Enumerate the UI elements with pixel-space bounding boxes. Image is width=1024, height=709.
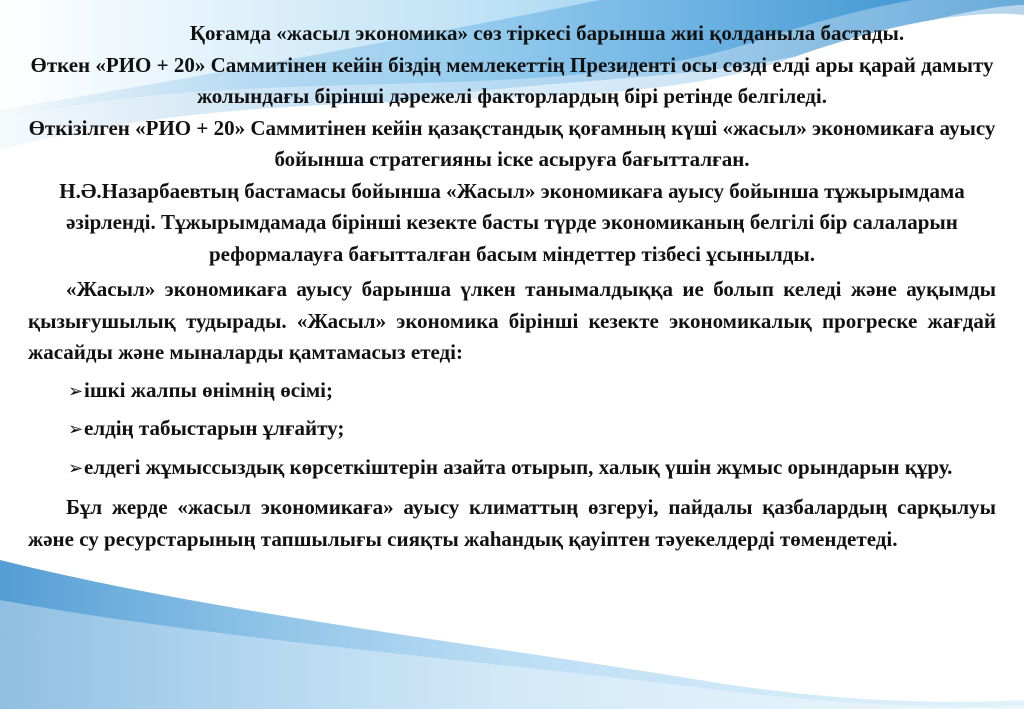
bullet-item-2 — [28, 413, 996, 446]
paragraph-1: Қоғамда «жасыл экономика» сөз тіркесі барынша жиі қолданыла бастады. — [189, 21, 905, 45]
paragraph-4: Н.Ә.Назарбаевтың бастамасы бойынша «Жасыл» экономикаға ауысу бойынша тұжырымдама әзірленді. Тұжырымдамада бірінші кезекте басты түрде экономиканың белгілі бір салаларын реформалауға бағытталған басым міндеттер тізбесі ұсынылды. — [59, 178, 965, 266]
paragraph-6: Бұл жерде «жасыл экономикаға» ауысу климаттың өзгеруі, пайдалы қазбалардың сарқылуы және су ресурстарының тапшылығы сияқты жаһандық қауіптен тәуекелдерді төмендетеді. — [28, 495, 996, 551]
arrow-bullet-icon: ➢ — [68, 419, 84, 440]
arrow-bullet-icon: ➢ — [68, 457, 84, 479]
paragraph-3: Өткізілген «РИО + 20» Саммитінен кейін қазақстандық қоғамның күші «жасыл» экономикаға ауысу бойынша стратегияны іске асыруға бағытталған. — [28, 115, 996, 171]
bullet-text-3: елдегі жұмыссыздық көрсеткіштерін азайта отырып, халық үшін жұмыс орындарын құру. — [84, 454, 953, 479]
bullet-item-3 — [28, 452, 996, 485]
bullet-text-2: елдің табыстарын ұлғайту; — [84, 416, 345, 440]
slide-text-content — [28, 18, 996, 555]
paragraph-5: «Жасыл» экономикаға ауысу барынша үлкен танымалдыққа ие болып келеді және ауқымды қызығушылық тудырады. «Жасыл» экономика бірінші кезекте экономикалық прогреске жағдай жасайды және мыналарды қамтамасыз етеді: — [28, 277, 996, 364]
bullet-item-1 — [28, 375, 996, 408]
arrow-bullet-icon: ➢ — [68, 380, 84, 402]
bullet-text-1: ішкі жалпы өнімнің өсімі; — [84, 377, 333, 402]
paragraph-2: Өткен «РИО + 20» Саммитінен кейін біздің мемлекеттің Президенті осы сөзді елді ары қарай дамыту жолындағы бірінші дәрежелі факторлардың бірі ретінде белгіледі. — [30, 52, 994, 108]
